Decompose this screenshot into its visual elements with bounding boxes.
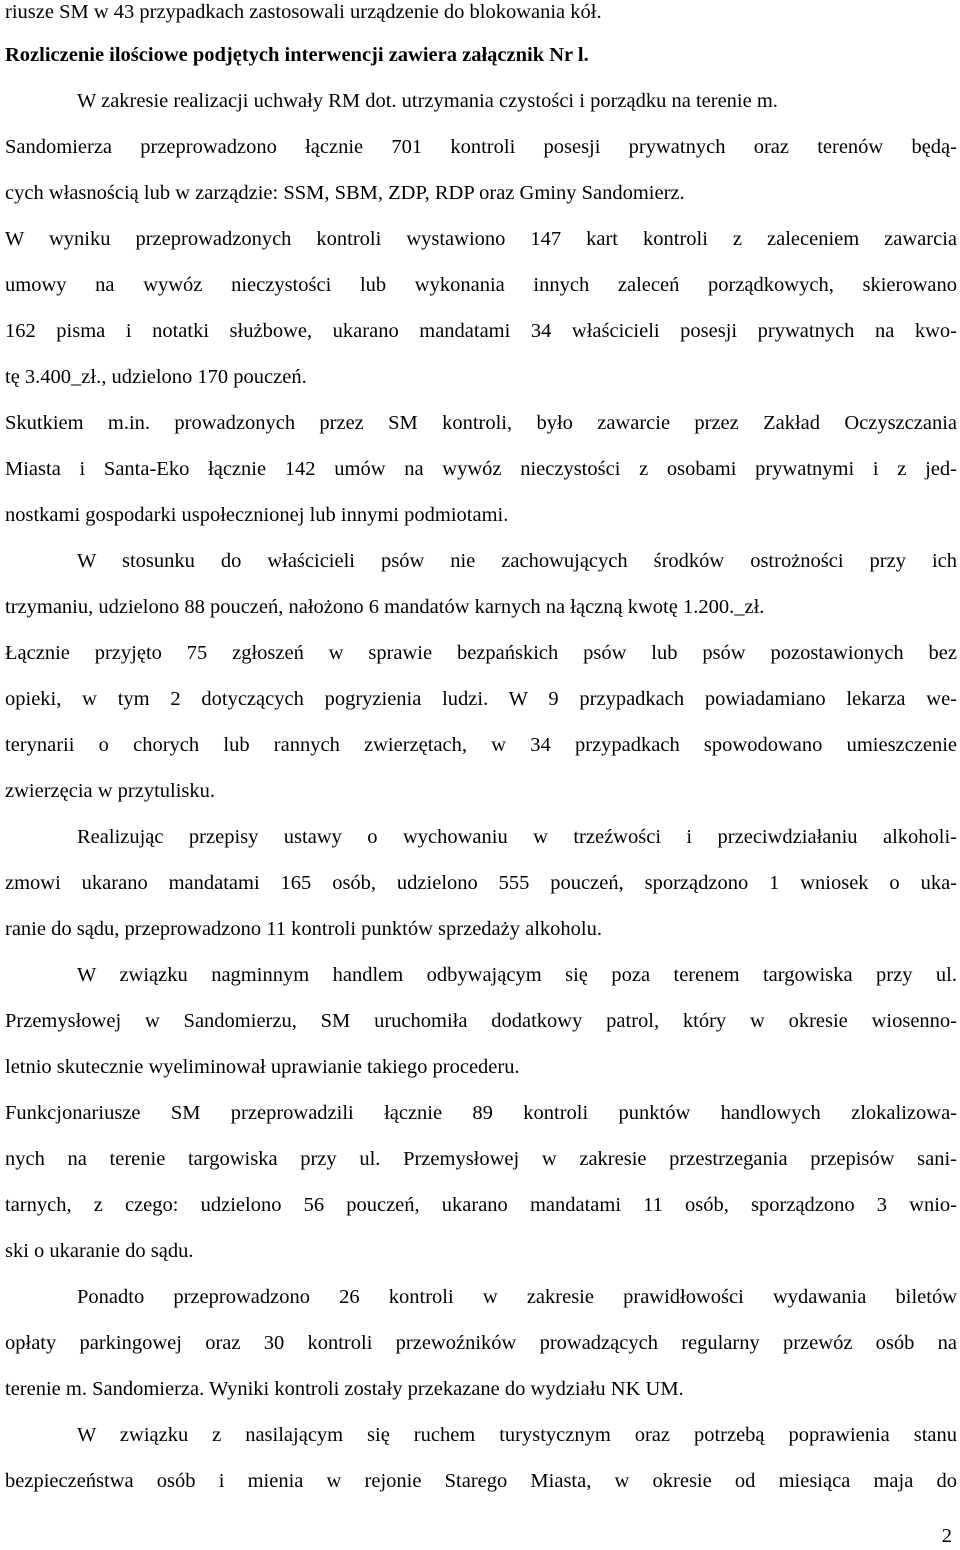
text-line: Realizując przepisy ustawy o wychowaniu w trzeźwości i przeciwdziałaniu alkoholi- (77, 826, 957, 848)
text-line: W zakresie realizacji uchwały RM dot. utrzymania czystości i porządku na terenie m. (77, 90, 778, 112)
text-line: terynarii o chorych lub rannych zwierzętach, w 34 przypadkach spowodowano umieszczenie (5, 734, 957, 756)
text-line: W związku nagminnym handlem odbywającym się poza terenem targowiska przy ul. (77, 964, 957, 986)
text-line: opieki, w tym 2 dotyczących pogryzienia ludzi. W 9 przypadkach powiadamiano lekarza we- (5, 688, 957, 710)
text-line: W związku z nasilającym się ruchem turystycznym oraz potrzebą poprawienia stanu (77, 1424, 957, 1446)
text-line: W stosunku do właścicieli psów nie zachowujących środków ostrożności przy ich (77, 550, 957, 572)
text-line: cych własnością lub w zarządzie: SSM, SBM, ZDP, RDP oraz Gminy Sandomierz. (5, 182, 685, 204)
text-line: Miasta i Santa-Eko łącznie 142 umów na wywóz nieczystości z osobami prywatnymi i z jed- (5, 458, 957, 480)
text-line: trzymaniu, udzielono 88 pouczeń, nałożono 6 mandatów karnych na łączną kwotę 1.200._zł. (5, 596, 765, 618)
text-line: 162 pisma i notatki służbowe, ukarano mandatami 34 właścicieli posesji prywatnych na kwo- (5, 320, 957, 342)
text-line: Skutkiem m.in. prowadzonych przez SM kontroli, było zawarcie przez Zakład Oczyszczania (5, 412, 957, 434)
text-line: W wyniku przeprowadzonych kontroli wystawiono 147 kart kontroli z zaleceniem zawarcia (5, 228, 957, 250)
text-line: opłaty parkingowej oraz 30 kontroli przewoźników prowadzących regularny przewóz osób na (5, 1332, 957, 1354)
text-line: tarnych, z czego: udzielono 56 pouczeń, ukarano mandatami 11 osób, sporządzono 3 wnio- (5, 1194, 957, 1216)
text-line: Funkcjonariusze SM przeprowadzili łącznie 89 kontroli punktów handlowych zlokalizowa- (5, 1102, 957, 1124)
text-line: terenie m. Sandomierza. Wyniki kontroli zostały przekazane do wydziału NK UM. (5, 1378, 684, 1400)
text-line: nostkami gospodarki uspołecznionej lub innymi podmiotami. (5, 504, 509, 526)
text-line: Rozliczenie ilościowe podjętych interwencji zawiera załącznik Nr l. (5, 44, 589, 66)
text-line: ranie do sądu, przeprowadzono 11 kontroli punktów sprzedaży alkoholu. (5, 918, 602, 940)
text-line: zwierzęcia w przytulisku. (5, 780, 216, 802)
text-line: Sandomierza przeprowadzono łącznie 701 kontroli posesji prywatnych oraz terenów będą- (5, 136, 957, 158)
text-line: letnio skutecznie wyeliminował uprawianie takiego procederu. (5, 1056, 520, 1078)
text-line: bezpieczeństwa osób i mienia w rejonie Starego Miasta, w okresie od miesiąca maja do (5, 1470, 957, 1492)
text-line: tę 3.400_zł., udzielono 170 pouczeń. (5, 366, 307, 388)
text-line: riusze SM w 43 przypadkach zastosowali urządzenie do blokowania kół. (5, 1, 602, 23)
text-line: Ponadto przeprowadzono 26 kontroli w zakresie prawidłowości wydawania biletów (77, 1286, 957, 1308)
text-line: zmowi ukarano mandatami 165 osób, udzielono 555 pouczeń, sporządzono 1 wniosek o uka- (5, 872, 957, 894)
text-line: Łącznie przyjęto 75 zgłoszeń w sprawie bezpańskich psów lub psów pozostawionych bez (5, 642, 957, 664)
page-number: 2 (941, 1525, 952, 1547)
text-line: Przemysłowej w Sandomierzu, SM uruchomiła dodatkowy patrol, który w okresie wiosenno- (5, 1010, 957, 1032)
text-line: ski o ukaranie do sądu. (5, 1240, 194, 1262)
text-line: nych na terenie targowiska przy ul. Przemysłowej w zakresie przestrzegania przepisów sani- (5, 1148, 957, 1170)
text-line: umowy na wywóz nieczystości lub wykonania innych zaleceń porządkowych, skierowano (5, 274, 957, 296)
